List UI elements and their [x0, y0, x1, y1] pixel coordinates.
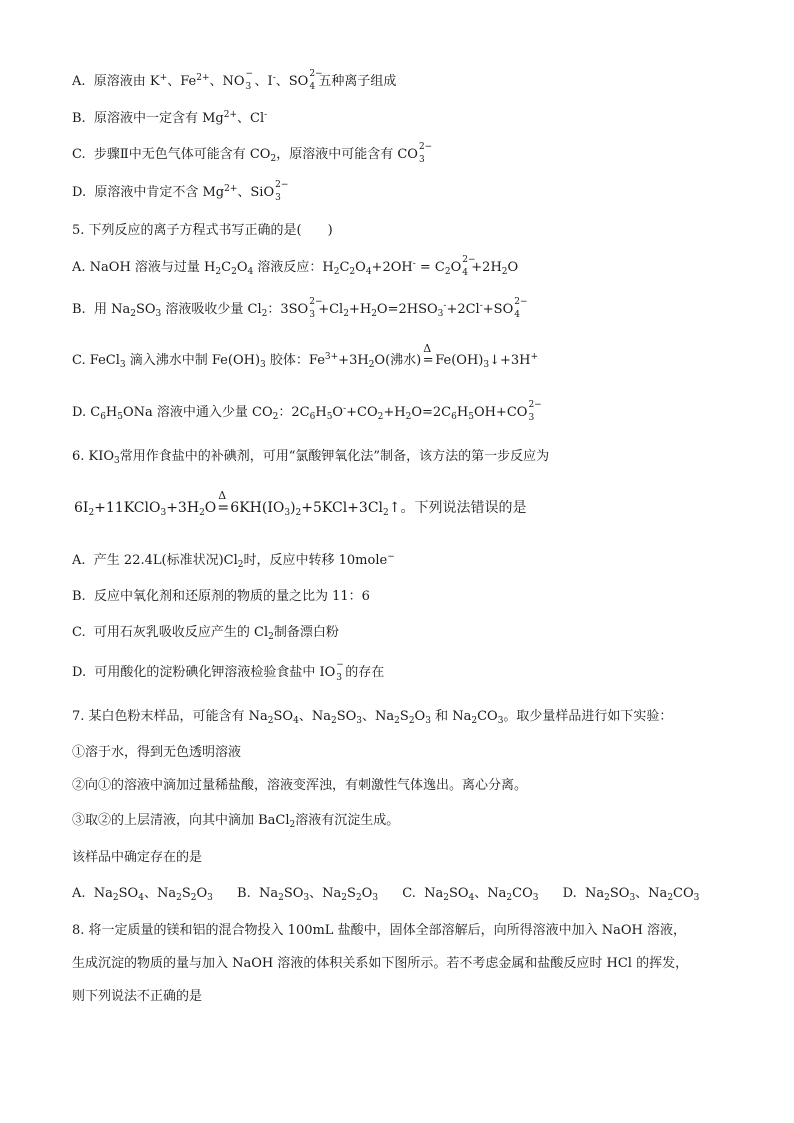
q8-stem-line-1: 8. 将一定质量的镁和铝的混合物投入 100mL 盐酸中，固体全部溶解后，向所得溶液中加入 NaOH 溶液，: [72, 923, 686, 938]
q4-option-d: D. 原溶液中肯定不含 $Mg^{2+}$、SiO 2− 3: [72, 180, 289, 203]
q6-option-d: D. 可用酸化的淀粉碘化钾溶液检验食盐中 IO − 3 的存在: [72, 660, 385, 683]
q7-step-3: ③取②的上层清液，向其中滴加 BaCl$_2$溶液有沉淀生成。: [72, 813, 400, 830]
q4-option-c: C. 步骤Ⅱ中无色气体可能含有 $CO_2$，原溶液中可能含有 CO 2− 3: [72, 142, 433, 165]
q7-option-c: C. $Na_2SO_4$、$Na_2CO_3$: [402, 886, 539, 903]
q7-option-d: D. $Na_2SO_3$、$Na_2CO_3$: [562, 886, 700, 903]
q6-stem: 6. $KIO_3$常用作食盐中的补碘剂，可用“氯酸钾氧化法”制备，该方法的第一步反应为: [72, 449, 550, 466]
q7-option-b: B. $Na_2SO_3$、$Na_2S_2O_3$: [237, 886, 379, 903]
q4-option-b: B. 原溶液中一定含有 $Mg^{2+}$、Cl-: [72, 110, 268, 126]
q6-option-c: C. 可用石灰乳吸收反应产生的 $Cl_2$制备漂白粉: [72, 625, 339, 642]
q7-step-2: ②向①的溶液中滴加过量稀盐酸，溶液变浑浊，有刺激性气体逸出。离心分离。: [72, 778, 528, 793]
q5-option-b: B. 用 $Na_2SO_3$ 溶液吸收少量 $Cl_2$：3SO 2− 3 $+Cl_2+H_2O=2HSO_3^-+2Cl^-+SO$ 2− 4: [72, 297, 528, 320]
q6-option-a: A. 产生 22.4L(标准状况)$Cl_2$时，反应中转移 10mole−: [72, 552, 395, 570]
q7-option-a: A. $Na_2SO_4$、$Na_2S_2O_3$: [72, 886, 213, 903]
q5-stem: 5. 下列反应的离子方程式书写正确的是( ): [72, 223, 333, 238]
q6-equation: $6I_2+11KClO_3+3H_2O$ Δ $=6KH(IO_3)_2+5KCl+3Cl_2↑$。下列说法错误的是: [74, 489, 527, 518]
q6-option-b: B. 反应中氧化剂和还原剂的物质的量之比为 11：6: [72, 589, 370, 604]
q8-stem-line-2: 生成沉淀的物质的量与加入 NaOH 溶液的体积关系如下图所示。若不考虑金属和盐酸反应时 HCl 的挥发，: [72, 956, 689, 971]
q5-option-d: D. $C_6H_5ONa$ 溶液中通入少量 $CO_2$：$2C_6H_5O^-+CO_2+H_2O=2C_6H_5OH+CO$ 2− 3: [72, 400, 542, 423]
q4-option-a: A. 原溶液由 K+、$Fe^{2+}$、NO − 3 、I-、SO 2− 4 五种离子组成: [72, 69, 397, 92]
q8-stem-line-3: 则下列说法不正确的是: [72, 989, 203, 1004]
q7-step-1: ①溶于水，得到无色透明溶液: [72, 745, 242, 760]
q5-option-a: A. NaOH 溶液与过量 $H_2C_2O_4$ 溶液反应：$H_2C_2O_4+2OH^- = C_2O$ 2− 4 $+2H_2O$: [72, 255, 519, 278]
q7-stem: 7. 某白色粉末样品，可能含有 $Na_2SO_4$、$Na_2SO_3$、$Na_2S_2O_3$ 和 $Na_2CO_3$。取少量样品进行如下实验：: [72, 709, 673, 726]
q7-options: [72, 885, 734, 903]
q5-option-c: C. FeCl$_3$ 滴入沸水中制 $Fe(OH)_3$ 胶体：$Fe^{3+}+3H_2O$(沸水) Δ = $Fe(OH)_3↓+3H^+$: [72, 342, 539, 370]
q7-question: 该样品中确定存在的是: [72, 850, 203, 865]
